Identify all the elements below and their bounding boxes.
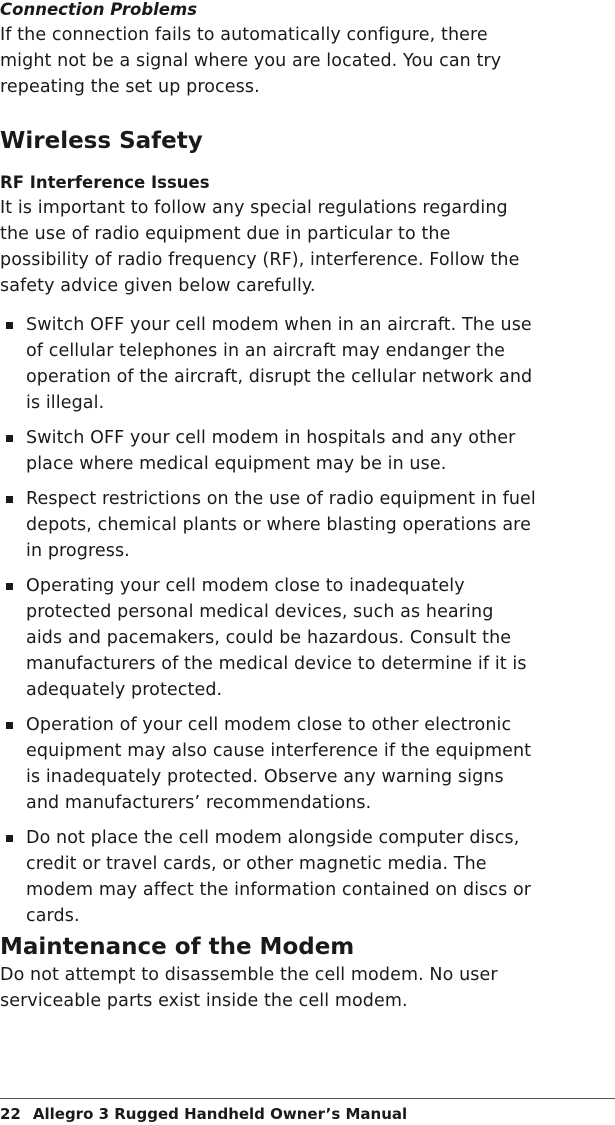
list-item [0,425,615,477]
rf-interference-text: It is important to follow any special regulations regarding the use of radio equipment due in particular to the possibility of radio frequency (RF), interference. Follow the safety advice given below carefully. [0,198,520,296]
square-bullet-icon [6,835,13,842]
list-item-text: Respect restrictions on the use of radio equipment in fuel depots, chemical plants or where blasting operations are in progress. [26,489,536,561]
list-item [0,486,615,564]
maintenance-heading: Maintenance of the Modem [0,934,355,960]
list-item-text: Operation of your cell modem close to other electronic equipment may also cause interference if the equipment is inadequately protected. Observe any warning signs and manufacturers’ recommendations. [26,715,532,813]
square-bullet-icon [6,583,13,590]
list-item [0,712,615,816]
list-item [0,825,615,929]
square-bullet-icon [6,435,13,442]
safety-advice-list [0,312,615,938]
footer-divider [0,1098,615,1099]
square-bullet-icon [6,496,13,503]
square-bullet-icon [6,322,13,329]
manual-title: Allegro 3 Rugged Handheld Owner’s Manual [32,1105,408,1123]
connection-problems-heading: Connection Problems [0,0,198,19]
list-item [0,312,615,416]
wireless-safety-heading: Wireless Safety [0,128,203,154]
page-number: 22 [0,1105,21,1123]
rf-interference-heading: RF Interference Issues [0,173,210,192]
list-item-text: Operating your cell modem close to inadequately protected personal medical devices, such as hearing aids and pacemakers, could be hazardous. Consult the manufacturers of the medical device to determine if it is adequately protected. [26,576,527,700]
connection-problems-text: If the connection fails to automatically configure, there might not be a signal where you are located. You can try repeating the set up process. [0,25,502,97]
maintenance-text: Do not attempt to disassemble the cell modem. No user serviceable parts exist inside the cell modem. [0,965,498,1011]
list-item-text: Do not place the cell modem alongside computer discs, credit or travel cards, or other magnetic media. The modem may affect the information contained on discs or cards. [26,828,532,926]
list-item-text: Switch OFF your cell modem in hospitals and any other place where medical equipment may be in use. [26,428,516,474]
list-item [0,573,615,703]
square-bullet-icon [6,722,13,729]
list-item-text: Switch OFF your cell modem when in an aircraft. The use of cellular telephones in an aircraft may endanger the operation of the aircraft, disrupt the cellular network and is illegal. [26,315,533,413]
page-footer [0,1105,407,1123]
